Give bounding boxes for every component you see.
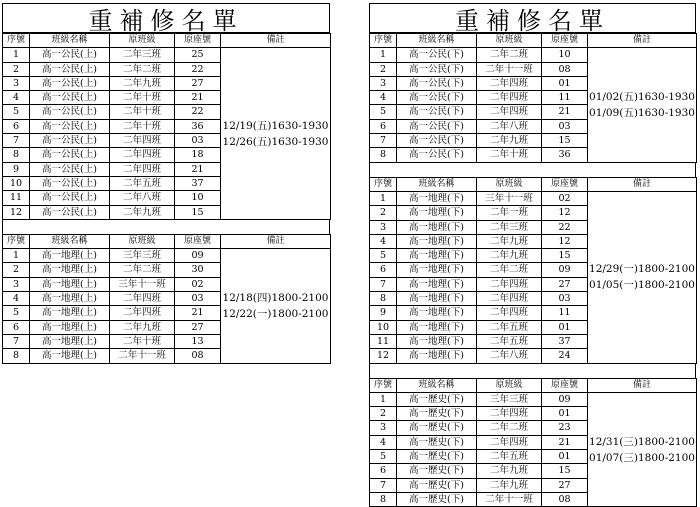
seq-no-cell: 4 bbox=[3, 91, 30, 105]
seat-no-cell: 18 bbox=[175, 148, 221, 162]
seq-no-cell: 3 bbox=[370, 76, 397, 90]
seq-no-cell: 3 bbox=[3, 277, 30, 291]
class-name-cell: 高一地理(下) bbox=[397, 263, 477, 277]
seat-no-cell: 13 bbox=[175, 334, 221, 348]
seat-no-cell: 12 bbox=[542, 234, 588, 248]
seat-no-cell: 22 bbox=[175, 105, 221, 119]
seat-no-cell: 21 bbox=[542, 105, 588, 119]
orig-class-cell: 二年二班 bbox=[110, 263, 175, 277]
seq-no-cell: 2 bbox=[370, 62, 397, 76]
orig-class-cell: 二年九班 bbox=[477, 478, 542, 492]
seq-no-cell: 8 bbox=[370, 492, 397, 506]
header-remark: 備註 bbox=[221, 234, 331, 248]
orig-class-cell: 二年十一班 bbox=[110, 349, 175, 363]
seq-no-cell: 9 bbox=[3, 162, 30, 176]
roster-table bbox=[2, 234, 331, 364]
class-name-cell: 高一公民(上) bbox=[30, 148, 110, 162]
class-name-cell: 高一公民(下) bbox=[397, 76, 477, 90]
class-name-cell: 高一地理(下) bbox=[397, 220, 477, 234]
seq-no-cell: 7 bbox=[370, 478, 397, 492]
seq-no-cell: 7 bbox=[3, 334, 30, 348]
header-class-name: 班級名稱 bbox=[397, 177, 477, 191]
page-title: 重補修名單 bbox=[2, 3, 330, 33]
orig-class-cell: 二年九班 bbox=[477, 249, 542, 263]
seat-no-cell: 37 bbox=[542, 334, 588, 348]
seat-no-cell: 30 bbox=[175, 263, 221, 277]
seq-no-cell: 7 bbox=[370, 277, 397, 291]
class-name-cell: 高一公民(上) bbox=[30, 48, 110, 62]
class-name-cell: 高一公民(下) bbox=[397, 105, 477, 119]
left-groups bbox=[2, 33, 330, 364]
seq-no-cell: 4 bbox=[370, 435, 397, 449]
header-seq-no: 序號 bbox=[3, 34, 30, 48]
class-name-cell: 高一公民(下) bbox=[397, 119, 477, 133]
orig-class-cell: 二年四班 bbox=[477, 407, 542, 421]
seq-no-cell: 1 bbox=[370, 392, 397, 406]
schedule-note: 12/31(三)1800-2100 bbox=[589, 435, 695, 448]
class-name-cell: 高一公民(上) bbox=[30, 105, 110, 119]
seq-no-cell: 1 bbox=[370, 191, 397, 205]
seat-no-cell: 27 bbox=[175, 76, 221, 90]
seat-no-cell: 01 bbox=[542, 320, 588, 334]
seat-no-cell: 08 bbox=[175, 349, 221, 363]
seq-no-cell: 7 bbox=[370, 134, 397, 148]
seq-no-cell: 3 bbox=[370, 220, 397, 234]
header-seat-no: 原座號 bbox=[542, 378, 588, 392]
seq-no-cell: 5 bbox=[3, 105, 30, 119]
seat-no-cell: 08 bbox=[542, 492, 588, 506]
class-name-cell: 高一地理(下) bbox=[397, 320, 477, 334]
class-name-cell: 高一公民(下) bbox=[397, 134, 477, 148]
seat-no-cell: 21 bbox=[542, 435, 588, 449]
seq-no-cell: 3 bbox=[3, 76, 30, 90]
schedule-note: 01/09(五)1630-1930 bbox=[589, 106, 695, 119]
orig-class-cell: 二年九班 bbox=[110, 76, 175, 90]
orig-class-cell: 二年五班 bbox=[110, 176, 175, 190]
roster-table bbox=[369, 177, 697, 364]
seat-no-cell: 11 bbox=[542, 306, 588, 320]
right-groups bbox=[369, 33, 696, 507]
orig-class-cell: 二年四班 bbox=[477, 292, 542, 306]
header-row bbox=[3, 34, 331, 48]
seq-no-cell: 7 bbox=[3, 134, 30, 148]
seq-no-cell: 4 bbox=[3, 292, 30, 306]
class-name-cell: 高一歷史(下) bbox=[397, 450, 477, 464]
orig-class-cell: 二年九班 bbox=[110, 320, 175, 334]
header-remark: 備註 bbox=[588, 378, 697, 392]
class-name-cell: 高一地理(下) bbox=[397, 292, 477, 306]
orig-class-cell: 二年四班 bbox=[110, 148, 175, 162]
seq-no-cell: 2 bbox=[3, 263, 30, 277]
seat-no-cell: 27 bbox=[542, 277, 588, 291]
orig-class-cell: 二年四班 bbox=[477, 91, 542, 105]
seq-no-cell: 5 bbox=[370, 249, 397, 263]
left-roster bbox=[2, 3, 330, 364]
seat-no-cell: 24 bbox=[542, 349, 588, 363]
remark-cell bbox=[221, 249, 331, 363]
class-name-cell: 高一歷史(下) bbox=[397, 392, 477, 406]
right-roster bbox=[369, 3, 696, 507]
seq-no-cell: 6 bbox=[3, 320, 30, 334]
orig-class-cell: 二年一班 bbox=[477, 206, 542, 220]
class-name-cell: 高一公民(上) bbox=[30, 176, 110, 190]
seq-no-cell: 8 bbox=[3, 349, 30, 363]
header-remark: 備註 bbox=[588, 34, 697, 48]
seq-no-cell: 8 bbox=[370, 148, 397, 162]
orig-class-cell: 二年十一班 bbox=[477, 492, 542, 506]
class-name-cell: 高一地理(上) bbox=[30, 334, 110, 348]
roster-table bbox=[2, 33, 331, 220]
seat-no-cell: 08 bbox=[542, 62, 588, 76]
orig-class-cell: 二年五班 bbox=[477, 320, 542, 334]
orig-class-cell: 二年三班 bbox=[477, 220, 542, 234]
seq-no-cell: 10 bbox=[370, 320, 397, 334]
seat-no-cell: 21 bbox=[175, 162, 221, 176]
seq-no-cell: 11 bbox=[3, 191, 30, 205]
class-name-cell: 高一地理(下) bbox=[397, 334, 477, 348]
orig-class-cell: 二年十班 bbox=[110, 91, 175, 105]
class-name-cell: 高一地理(上) bbox=[30, 306, 110, 320]
class-name-cell: 高一公民(下) bbox=[397, 48, 477, 62]
header-orig-class: 原班級 bbox=[110, 34, 175, 48]
orig-class-cell: 二年四班 bbox=[477, 435, 542, 449]
class-name-cell: 高一地理(下) bbox=[397, 249, 477, 263]
orig-class-cell: 二年四班 bbox=[477, 76, 542, 90]
class-name-cell: 高一地理(上) bbox=[30, 349, 110, 363]
seq-no-cell: 10 bbox=[3, 176, 30, 190]
orig-class-cell: 二年九班 bbox=[477, 134, 542, 148]
class-name-cell: 高一地理(上) bbox=[30, 249, 110, 263]
seat-no-cell: 36 bbox=[542, 148, 588, 162]
seat-no-cell: 01 bbox=[542, 76, 588, 90]
schedule-note: 01/07(三)1800-2100 bbox=[589, 451, 695, 464]
class-name-cell: 高一地理(下) bbox=[397, 277, 477, 291]
orig-class-cell: 二年四班 bbox=[477, 277, 542, 291]
seat-no-cell: 02 bbox=[175, 277, 221, 291]
orig-class-cell: 二年十班 bbox=[110, 119, 175, 133]
class-name-cell: 高一地理(下) bbox=[397, 234, 477, 248]
class-name-cell: 高一歷史(下) bbox=[397, 435, 477, 449]
seat-no-cell: 21 bbox=[175, 91, 221, 105]
seq-no-cell: 11 bbox=[370, 334, 397, 348]
seat-no-cell: 22 bbox=[542, 220, 588, 234]
class-name-cell: 高一地理(下) bbox=[397, 206, 477, 220]
header-seat-no: 原座號 bbox=[175, 234, 221, 248]
orig-class-cell: 二年二班 bbox=[477, 421, 542, 435]
table-row bbox=[3, 48, 331, 62]
section-gap bbox=[369, 364, 696, 378]
roster-table bbox=[369, 33, 697, 163]
header-class-name: 班級名稱 bbox=[397, 34, 477, 48]
section-gap bbox=[2, 220, 330, 234]
class-name-cell: 高一地理(上) bbox=[30, 263, 110, 277]
orig-class-cell: 三年十一班 bbox=[110, 277, 175, 291]
seat-no-cell: 22 bbox=[175, 62, 221, 76]
header-class-name: 班級名稱 bbox=[397, 378, 477, 392]
orig-class-cell: 三年三班 bbox=[110, 249, 175, 263]
orig-class-cell: 二年九班 bbox=[110, 205, 175, 219]
class-name-cell: 高一公民(上) bbox=[30, 119, 110, 133]
header-orig-class: 原班級 bbox=[477, 378, 542, 392]
class-name-cell: 高一公民(下) bbox=[397, 91, 477, 105]
seat-no-cell: 11 bbox=[542, 91, 588, 105]
seat-no-cell: 03 bbox=[175, 134, 221, 148]
seq-no-cell: 2 bbox=[370, 206, 397, 220]
schedule-note: 12/18(四)1800-2100 bbox=[222, 291, 329, 304]
header-seat-no: 原座號 bbox=[542, 177, 588, 191]
orig-class-cell: 二年九班 bbox=[477, 464, 542, 478]
seq-no-cell: 6 bbox=[3, 119, 30, 133]
class-name-cell: 高一公民(上) bbox=[30, 91, 110, 105]
seat-no-cell: 23 bbox=[542, 421, 588, 435]
class-name-cell: 高一公民(下) bbox=[397, 148, 477, 162]
orig-class-cell: 二年五班 bbox=[477, 450, 542, 464]
seq-no-cell: 6 bbox=[370, 464, 397, 478]
schedule-note: 12/22(一)1800-2100 bbox=[222, 307, 329, 320]
seq-no-cell: 12 bbox=[370, 349, 397, 363]
class-name-cell: 高一公民(上) bbox=[30, 191, 110, 205]
seq-no-cell: 2 bbox=[370, 407, 397, 421]
orig-class-cell: 二年四班 bbox=[110, 134, 175, 148]
table-row bbox=[370, 392, 697, 406]
orig-class-cell: 二年二班 bbox=[110, 62, 175, 76]
header-seq-no: 序號 bbox=[370, 378, 397, 392]
class-name-cell: 高一地理(下) bbox=[397, 349, 477, 363]
table-row bbox=[3, 249, 331, 263]
orig-class-cell: 二年四班 bbox=[477, 105, 542, 119]
header-class-name: 班級名稱 bbox=[30, 34, 110, 48]
seq-no-cell: 1 bbox=[3, 249, 30, 263]
schedule-note: 01/02(五)1630-1930 bbox=[589, 90, 695, 103]
seq-no-cell: 1 bbox=[370, 48, 397, 62]
class-name-cell: 高一歷史(下) bbox=[397, 478, 477, 492]
class-name-cell: 高一地理(上) bbox=[30, 277, 110, 291]
header-orig-class: 原班級 bbox=[477, 34, 542, 48]
seat-no-cell: 02 bbox=[542, 191, 588, 205]
class-name-cell: 高一公民(上) bbox=[30, 205, 110, 219]
seat-no-cell: 15 bbox=[175, 205, 221, 219]
seat-no-cell: 15 bbox=[542, 134, 588, 148]
seq-no-cell: 6 bbox=[370, 263, 397, 277]
seq-no-cell: 8 bbox=[370, 292, 397, 306]
header-remark: 備註 bbox=[221, 34, 331, 48]
seat-no-cell: 15 bbox=[542, 249, 588, 263]
seat-no-cell: 27 bbox=[542, 478, 588, 492]
orig-class-cell: 三年三班 bbox=[477, 392, 542, 406]
header-remark: 備註 bbox=[588, 177, 697, 191]
remark-cell bbox=[588, 191, 697, 363]
orig-class-cell: 二年十班 bbox=[477, 148, 542, 162]
orig-class-cell: 二年四班 bbox=[477, 306, 542, 320]
orig-class-cell: 二年二班 bbox=[477, 263, 542, 277]
header-row bbox=[370, 177, 697, 191]
orig-class-cell: 二年八班 bbox=[477, 119, 542, 133]
seat-no-cell: 09 bbox=[542, 392, 588, 406]
class-name-cell: 高一公民(上) bbox=[30, 134, 110, 148]
seq-no-cell: 4 bbox=[370, 234, 397, 248]
seq-no-cell: 2 bbox=[3, 62, 30, 76]
header-class-name: 班級名稱 bbox=[30, 234, 110, 248]
seat-no-cell: 15 bbox=[542, 464, 588, 478]
header-row bbox=[370, 34, 697, 48]
class-name-cell: 高一公民(上) bbox=[30, 162, 110, 176]
header-seq-no: 序號 bbox=[3, 234, 30, 248]
seat-no-cell: 21 bbox=[175, 306, 221, 320]
seat-no-cell: 03 bbox=[542, 119, 588, 133]
table-row bbox=[370, 191, 697, 205]
seat-no-cell: 01 bbox=[542, 450, 588, 464]
schedule-note: 01/05(一)1800-2100 bbox=[589, 279, 695, 292]
seq-no-cell: 9 bbox=[370, 306, 397, 320]
header-orig-class: 原班級 bbox=[477, 177, 542, 191]
orig-class-cell: 二年九班 bbox=[477, 234, 542, 248]
orig-class-cell: 二年八班 bbox=[110, 191, 175, 205]
orig-class-cell: 二年四班 bbox=[110, 162, 175, 176]
orig-class-cell: 二年十一班 bbox=[477, 62, 542, 76]
header-row bbox=[370, 378, 697, 392]
seq-no-cell: 1 bbox=[3, 48, 30, 62]
class-name-cell: 高一歷史(下) bbox=[397, 407, 477, 421]
header-seq-no: 序號 bbox=[370, 177, 397, 191]
orig-class-cell: 二年十班 bbox=[110, 105, 175, 119]
class-name-cell: 高一公民(下) bbox=[397, 62, 477, 76]
class-name-cell: 高一歷史(下) bbox=[397, 464, 477, 478]
table-row bbox=[370, 48, 697, 62]
schedule-note: 12/19(五)1630-1930 bbox=[222, 119, 329, 132]
remark-cell bbox=[588, 48, 697, 162]
seat-no-cell: 37 bbox=[175, 176, 221, 190]
seat-no-cell: 36 bbox=[175, 119, 221, 133]
orig-class-cell: 二年五班 bbox=[477, 334, 542, 348]
remark-cell bbox=[221, 48, 331, 220]
seq-no-cell: 8 bbox=[3, 148, 30, 162]
schedule-note: 12/26(五)1630-1930 bbox=[222, 135, 329, 148]
orig-class-cell: 二年十班 bbox=[110, 334, 175, 348]
schedule-note: 12/29(一)1800-2100 bbox=[589, 263, 695, 276]
seat-no-cell: 10 bbox=[542, 48, 588, 62]
header-seq-no: 序號 bbox=[370, 34, 397, 48]
orig-class-cell: 三年十一班 bbox=[477, 191, 542, 205]
seat-no-cell: 03 bbox=[542, 292, 588, 306]
seat-no-cell: 03 bbox=[175, 292, 221, 306]
seq-no-cell: 12 bbox=[3, 205, 30, 219]
seat-no-cell: 01 bbox=[542, 407, 588, 421]
orig-class-cell: 二年三班 bbox=[110, 48, 175, 62]
class-name-cell: 高一地理(下) bbox=[397, 306, 477, 320]
seq-no-cell: 4 bbox=[370, 91, 397, 105]
orig-class-cell: 二年四班 bbox=[110, 306, 175, 320]
orig-class-cell: 二年八班 bbox=[477, 349, 542, 363]
class-name-cell: 高一歷史(下) bbox=[397, 492, 477, 506]
seat-no-cell: 27 bbox=[175, 320, 221, 334]
header-seat-no: 原座號 bbox=[175, 34, 221, 48]
seq-no-cell: 5 bbox=[370, 450, 397, 464]
class-name-cell: 高一公民(上) bbox=[30, 62, 110, 76]
page-title: 重補修名單 bbox=[369, 3, 696, 33]
roster-table bbox=[369, 378, 697, 507]
class-name-cell: 高一歷史(下) bbox=[397, 421, 477, 435]
seq-no-cell: 3 bbox=[370, 421, 397, 435]
remark-cell bbox=[588, 392, 697, 506]
header-orig-class: 原班級 bbox=[110, 234, 175, 248]
section-gap bbox=[369, 163, 696, 177]
header-row bbox=[3, 234, 331, 248]
class-name-cell: 高一地理(上) bbox=[30, 320, 110, 334]
class-name-cell: 高一公民(上) bbox=[30, 76, 110, 90]
seat-no-cell: 09 bbox=[175, 249, 221, 263]
seat-no-cell: 25 bbox=[175, 48, 221, 62]
seat-no-cell: 09 bbox=[542, 263, 588, 277]
class-name-cell: 高一地理(上) bbox=[30, 292, 110, 306]
orig-class-cell: 二年二班 bbox=[477, 48, 542, 62]
seq-no-cell: 5 bbox=[370, 105, 397, 119]
header-seat-no: 原座號 bbox=[542, 34, 588, 48]
seq-no-cell: 5 bbox=[3, 306, 30, 320]
orig-class-cell: 二年四班 bbox=[110, 292, 175, 306]
seat-no-cell: 10 bbox=[175, 191, 221, 205]
seat-no-cell: 12 bbox=[542, 206, 588, 220]
seq-no-cell: 6 bbox=[370, 119, 397, 133]
class-name-cell: 高一地理(下) bbox=[397, 191, 477, 205]
